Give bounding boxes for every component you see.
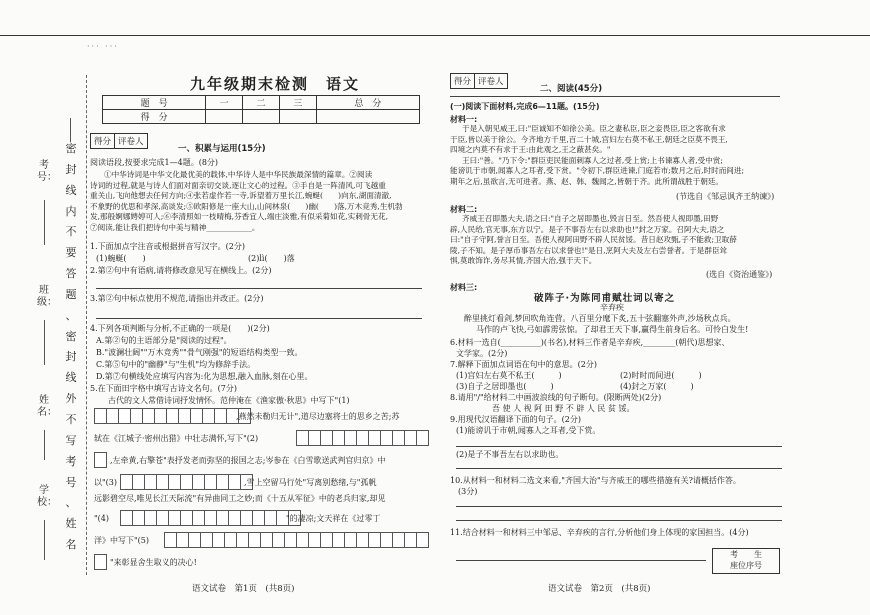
seat-label-2: 座位序号	[730, 561, 762, 570]
material-1-text	[450, 124, 785, 188]
passage-line: 重关山,飞向他想去任何方向;④张若虚作若一寺,诉望着万里长江,蜿蜒( )向东,湖面清澈,	[90, 191, 392, 201]
seal-char: 、	[65, 496, 77, 510]
passage-line: 不象野的优思和孝深,高谈发;⑤欧阳修是一座大山,山间林泉( )幽( )落,万木竞秀,生机勃	[90, 201, 403, 211]
seal-char: 名	[65, 538, 77, 552]
question-2: 2.第②句中有语病,请将修改意见写在横线上。(2分)	[90, 266, 272, 275]
answer-line-q9-1[interactable]	[456, 446, 782, 447]
material-line: 惧,莫敢饰诈,务尽其情,齐国大治,强于天下。	[450, 256, 597, 266]
seal-char: 姓	[65, 517, 77, 531]
q4-option-a: A.第②句的主语部分是"阅读的过程"。	[96, 336, 232, 345]
seal-char: 题	[65, 287, 77, 301]
question-6-cont: 文学家。(2分)	[456, 349, 508, 358]
q4-option-d: D.第⑦句横线处应填写内容为:化为思想,融入血脉,刻在心里。	[96, 372, 313, 381]
score-header-cell: 二	[243, 96, 280, 110]
q5-line: 洋》中写下"(5)	[94, 536, 150, 545]
seal-char: 封	[65, 162, 77, 176]
passage	[90, 170, 425, 234]
tianzige-grid-5[interactable]	[164, 532, 428, 548]
tianzige-grid-2[interactable]	[296, 430, 428, 446]
seal-char: 线	[65, 371, 77, 385]
passage-line: 诗词的过程,就是与诗人们面对面亲切交谈,逐让文心的过程。③手自是一阵清风,可飞越重	[90, 180, 386, 190]
field-exam-number-label: 考号：	[37, 160, 57, 183]
q5-line: 以"(3)	[94, 478, 118, 487]
q7-item-1: (1)宫妇左右莫不私王( )	[456, 371, 562, 380]
section1-intro: 阅读语段,按要求完成1—4题。(8分)	[90, 158, 219, 167]
score-header-cell: 三	[279, 96, 316, 110]
answer-line-q3[interactable]	[96, 318, 422, 319]
seal-char: 号	[65, 475, 77, 489]
poem-line: 醉里挑灯看剑,梦回吹角连营。八百里分麾下炙,五十弦翻塞外声,沙场秋点兵。	[464, 314, 736, 323]
answer-line-q11[interactable]	[456, 560, 706, 561]
question-8: 8.请用"/"给材料二中画波浪线的句子断句。(限断两处)(2分)	[450, 393, 662, 402]
q5-line: ,左牵黄,右擎苍"表抒发老而弥坚的报国之志;岑参在《白雪歌送武判官归京》中	[110, 456, 386, 465]
field-school-label: 学校：	[37, 485, 57, 508]
material-line: 期年之后,虽欲言,无可进者。燕、赵、韩、魏闻之,皆朝于齐。此所谓战胜于朝廷。	[450, 176, 724, 186]
seal-char: 内	[65, 204, 77, 218]
question-9: 9.用现代汉语翻译下面的句子。(2分)	[450, 415, 581, 424]
material-line: 王曰:"善。"乃下令:"群臣吏民能面刺寡人之过者,受上赏;上书谏寡人者,受中赏;	[462, 155, 723, 165]
material-3-label: 材料三:	[450, 283, 478, 292]
q4-option-c: C.第⑤句中的"幽静"与"生机"均为修辞手法。	[96, 360, 256, 369]
score-header-cell: 一	[206, 96, 243, 110]
question-7: 7.解释下面加点词语在句中的意思。(2分)	[450, 360, 597, 369]
field-name-line[interactable]	[44, 430, 45, 460]
material-line: 于是入朝见威王,曰:"臣诚知不如徐公美。臣之妻私臣,臣之妾畏臣,臣之客欲有求	[462, 124, 726, 133]
seal-char: 考	[65, 454, 77, 468]
tianzige-grid-1[interactable]	[94, 408, 250, 424]
page2-footer: 语文试卷 第2页 (共8页)	[548, 584, 651, 594]
q8-sentence: 吾 使 人 视 阿 田 野 不 辟 人 民 贫 馁。	[492, 404, 635, 413]
field-name-label: 姓名：	[37, 395, 57, 418]
scorebox-score: 得分	[451, 74, 475, 88]
field-school-line[interactable]	[44, 520, 45, 560]
tianzige-grid-3[interactable]	[120, 474, 252, 490]
q5-line: 古代的文人常借诗词抒发情怀。范仲淹在《渔家傲·秋思》中写下"(1)	[108, 396, 350, 405]
question-6: 6.材料一选自(__________)(书名),材料三作者是辛弃疾,________(朝代)思想家、	[450, 338, 730, 347]
answer-line-q9-2[interactable]	[456, 468, 782, 469]
seal-char: 不	[65, 225, 77, 239]
poem-line: 马作的卢飞快,弓如霹雳弦惊。了却君王天下事,赢得生前身后名。可怜白发生!	[476, 325, 749, 334]
material-line: 四境之内莫不有求于王:由此观之,王之蔽甚矣。"	[450, 145, 611, 155]
material-line: 曰:"自子守阿,誉言日至。吾使人视阿田野不辟人民贫馁。昔日赵攻甄,子不能救;卫取薛	[450, 235, 737, 245]
seal-char: 答	[65, 267, 77, 281]
score-cell[interactable]	[206, 110, 243, 124]
score-cell[interactable]	[279, 110, 316, 124]
poem-title: 破阵子·为陈同甫赋壮词以寄之	[534, 293, 676, 304]
q4-option-b: B."波澜壮阔""万木竞秀""骨气刚强"的短语结构类型一致。	[96, 348, 303, 357]
score-row-label: 得 分	[103, 110, 206, 124]
question-1: 1.下面加点字注音或根据拼音写汉字。(2分)	[90, 242, 245, 251]
question-10-cont: (3分)	[458, 487, 478, 496]
question-4: 4.下列各项判断与分析,不正确的一项是( )(2分)	[90, 324, 270, 333]
material-1-source: (节选自《邹忌讽齐王纳谏》)	[676, 192, 775, 201]
passage-line: 发,那般婀娜娉婷可人;⑥李清照如一枝晴梅,芬香宜人,端庄淡雅,有似采菊如花,实刺骨无花,	[90, 212, 389, 222]
material-line: 于臣,皆以美于徐公。今齐地方千里,百二十城,宫妇左右莫不私王,朝廷之臣莫不畏王,	[450, 134, 728, 144]
seal-char: 写	[65, 433, 77, 447]
tianzige-grid-5b[interactable]	[94, 554, 106, 570]
section1-scorebox	[90, 133, 148, 149]
material-line: 辟,人民给,官无事,东方以宁。是子不事吾左右以求助也!"封之万家。召阿大夫,语之	[450, 224, 725, 234]
section2-rule	[450, 96, 780, 97]
scan-top-line	[0, 35, 870, 36]
seal-char: 、	[65, 308, 77, 322]
seal-line-top	[70, 118, 71, 142]
seat-label-1: 考 生	[730, 550, 762, 559]
q5-line: ,雪上空留马行处"写离别愁绪,与"孤帆	[244, 478, 377, 487]
seal-char: 不	[65, 412, 77, 426]
material-1-label: 材料一:	[450, 115, 478, 124]
seal-line-text	[64, 142, 78, 559]
score-cell[interactable]	[243, 110, 280, 124]
seal-char: 密	[65, 329, 77, 343]
score-header-cell: 总 分	[316, 96, 419, 110]
page1-footer: 语文试卷 第1页 (共8页)	[192, 584, 295, 594]
field-class-line[interactable]	[44, 320, 45, 365]
corner-mark: ··· ···	[87, 42, 119, 51]
q7-item-4: (4)封之万家( )	[620, 382, 694, 391]
field-exam-number-line[interactable]	[44, 200, 45, 245]
score-table	[102, 95, 420, 124]
scorebox-grader: 评卷人	[118, 137, 144, 147]
page-title: 九年级期末检测 语文	[189, 75, 360, 93]
seal-char: 封	[65, 350, 77, 364]
material-2-label: 材料二:	[450, 205, 478, 214]
answer-line-q10-1[interactable]	[456, 506, 782, 507]
scorebox-grader: 评卷人	[478, 77, 504, 87]
material-line: 陵,子不知。是子厚币事吾左右以求誉也!"是日,烹阿大夫及左右尝誉者。于是群臣耸	[450, 245, 728, 255]
material-line: 能谤讥于市朝,闻寡人之耳者,受下赏。"令初下,群臣进谏,门庭若市;数月之后,时时而间进;	[450, 166, 745, 176]
passage-line: ⑦阅读,能让我们把诗句中美与精神____________。	[90, 222, 260, 232]
seal-char: 要	[65, 246, 77, 260]
q5-line: 远影碧空尽,唯见长江天际流"有异曲同工之妙;而《十五从军征》中的老兵归家,却见	[94, 494, 386, 503]
q7-item-2: (2)时时而间进( )	[620, 371, 702, 380]
seal-char: 密	[65, 142, 77, 155]
q5-line: "的凄凉;文天祥在《过零丁	[286, 514, 381, 523]
question-10: 10.从材料一和材料二选文来看,"齐国大治"与齐威王的哪些措施有关?请概括作答。	[450, 476, 741, 485]
section2-heading: 二、阅读(45分)	[540, 84, 603, 94]
fold-line	[86, 75, 87, 575]
material-2-source: (选自《资治通鉴》)	[706, 270, 773, 279]
material-line: 齐威王召即墨大夫,语之曰:"自子之居即墨也,毁言日至。然吾使人视即墨,田野	[462, 214, 719, 223]
subsection-1: (一)阅读下面材料,完成6—11题。(15分)	[450, 102, 600, 111]
passage-line: ①中华诗词是中华文化最优美的载体,中华诗人是中华民族最深情的篇章。②阅读	[104, 170, 373, 179]
poem-author: 辛弃疾	[600, 303, 624, 312]
q5-line: "(4)	[94, 514, 110, 523]
field-class-label: 班级：	[37, 285, 57, 308]
q1-item-2: (2)lì( )落	[248, 254, 295, 263]
question-3: 3.第②句中标点使用不规范,请指出并改正。(2分)	[90, 294, 264, 303]
tianzige-grid-2b[interactable]	[94, 452, 106, 468]
tianzige-grid-4[interactable]	[120, 510, 300, 526]
question-5: 5.在下面田字格中填写古诗文名句。(7分)	[90, 384, 237, 393]
q9-sentence-2: (2)是子不事吾左右以求助也。	[456, 450, 564, 459]
answer-line-q2[interactable]	[96, 288, 422, 289]
answer-line-q10-2[interactable]	[456, 520, 782, 521]
section1-heading: 一、积累与运用(15分)	[178, 144, 266, 154]
question-11: 11.结合材料一和材料三中邹忌、辛弃疾的言行,分析他们身上体现的家国担当。(4分)	[450, 528, 749, 537]
q1-item-1: (1)蜿蜒( )	[96, 254, 146, 263]
q5-line: "来彰显舍生取义的决心!	[110, 558, 197, 567]
score-cell[interactable]	[316, 110, 419, 124]
section2-scorebox	[450, 73, 508, 89]
scorebox-score: 得分	[91, 134, 115, 148]
q7-item-3: (3)自子之居即墨也( )	[456, 382, 554, 391]
seat-number-box[interactable]	[712, 548, 780, 574]
material-2-text	[450, 214, 785, 267]
q5-line: ,燕然未勒归无计",道尽边塞将士的思乡之苦;苏	[236, 412, 400, 421]
seal-char: 线	[65, 183, 77, 197]
seal-char: 外	[65, 392, 77, 406]
q5-line: 轼在《江城子·密州出猎》中壮志满怀,写下"(2)	[94, 434, 259, 443]
score-header-cell: 题 号	[103, 96, 206, 110]
q9-sentence-1: (1)能谤讥于市朝,闻寡人之耳者,受下赏。	[456, 426, 601, 435]
